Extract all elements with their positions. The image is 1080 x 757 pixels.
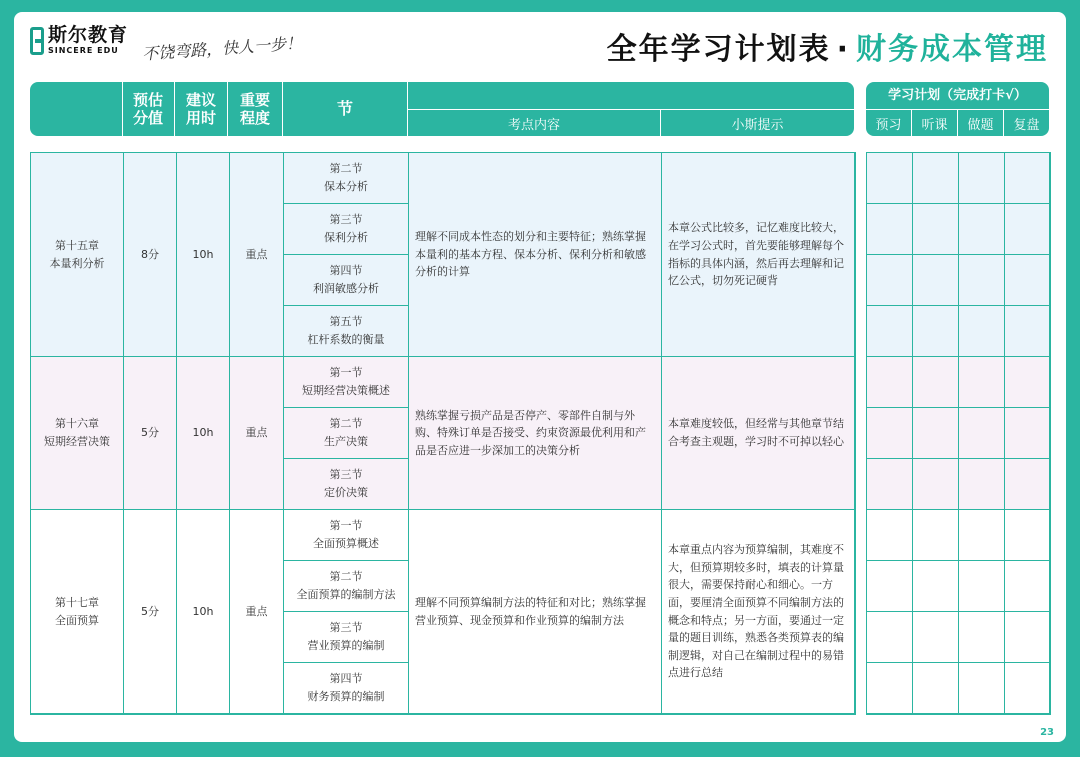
chapter-name: 第十七章 全面预算 (31, 510, 124, 714)
checkbox-exercise[interactable] (959, 510, 1005, 561)
tip-cell: 本章重点内容为预算编制，其难度不大，但预算期较多时，填表的计算量很大，需要保持耐心和细心。一方面，要厘清全面预算不同编制方法的概念和特点；另一方面，要通过一定量的题目训练，熟悉各类预算表的编制逻辑，对自己在编制过程中的易错点进行总结 (662, 510, 855, 714)
plan-col-review: 复盘 (1013, 117, 1040, 133)
checkbox-preview[interactable] (867, 255, 913, 306)
checkbox-exercise[interactable] (959, 306, 1005, 357)
section-cell: 第二节 生产决策 (284, 408, 409, 459)
checkbox-exercise[interactable] (959, 561, 1005, 612)
checkbox-exercise[interactable] (959, 153, 1005, 204)
section-cell: 第二节 保本分析 (284, 153, 409, 204)
page-number: 23 (1040, 727, 1054, 738)
section-cell: 第五节 杠杆系数的衡量 (284, 306, 409, 357)
plan-header (866, 82, 1049, 136)
checkbox-exercise[interactable] (959, 459, 1005, 510)
header-tip: 小斯提示 (731, 117, 784, 133)
chapter-level: 重点 (230, 153, 284, 357)
chapter-score: 5分 (124, 357, 177, 510)
checkbox-preview[interactable] (867, 459, 913, 510)
chapter-time: 10h (177, 357, 230, 510)
checkbox-review[interactable] (1005, 357, 1050, 408)
checkbox-review[interactable] (1005, 255, 1050, 306)
checkbox-preview[interactable] (867, 408, 913, 459)
checkbox-review[interactable] (1005, 561, 1050, 612)
checkbox-review[interactable] (1005, 408, 1050, 459)
header-section: 节 (336, 99, 353, 119)
title-main: 全年学习计划表 (606, 32, 831, 67)
checkbox-exercise[interactable] (959, 663, 1005, 714)
checkbox-lecture[interactable] (913, 459, 959, 510)
checkbox-lecture[interactable] (913, 561, 959, 612)
checkbox-review[interactable] (1005, 663, 1050, 714)
section-cell: 第三节 定价决策 (284, 459, 409, 510)
chapter-name: 第十五章 本量利分析 (31, 153, 124, 357)
brand-name-en: SINCERE EDU (48, 46, 119, 55)
header-content: 考点内容 (507, 117, 560, 133)
checkbox-preview[interactable] (867, 153, 913, 204)
content-cell: 理解不同成本性态的划分和主要特征；熟练掌握本量利的基本方程、保本分析、保利分析和敏感分析的计算 (409, 153, 662, 357)
checkbox-review[interactable] (1005, 459, 1050, 510)
checkbox-review[interactable] (1005, 153, 1050, 204)
checkbox-preview[interactable] (867, 510, 913, 561)
checkbox-lecture[interactable] (913, 663, 959, 714)
checkbox-lecture[interactable] (913, 306, 959, 357)
header-time: 建议用时 (185, 91, 216, 127)
checkbox-lecture[interactable] (913, 357, 959, 408)
plan-col-lecture: 听课 (921, 117, 948, 133)
section-cell: 第一节 短期经营决策概述 (284, 357, 409, 408)
section-cell: 第四节 财务预算的编制 (284, 663, 409, 714)
tip-cell: 本章难度较低，但经常与其他章节结合考查主观题，学习时不可掉以轻心 (662, 357, 855, 510)
header-importance: 重要程度 (239, 91, 270, 127)
chapter-time: 10h (177, 153, 230, 357)
content-cell: 理解不同预算编制方法的特征和对比；熟练掌握营业预算、现金预算和作业预算的编制方法 (409, 510, 662, 714)
checkbox-review[interactable] (1005, 612, 1050, 663)
chapter-level: 重点 (230, 357, 284, 510)
checkbox-lecture[interactable] (913, 408, 959, 459)
checkbox-preview[interactable] (867, 561, 913, 612)
tip-cell: 本章公式比较多，记忆难度比较大，在学习公式时，首先要能够理解每个指标的具体内涵，然后再去理解和记忆公式，切勿死记硬背 (662, 153, 855, 357)
checkbox-review[interactable] (1005, 204, 1050, 255)
chapter-name: 第十六章 短期经营决策 (31, 357, 124, 510)
chapter-score: 5分 (124, 510, 177, 714)
plan-col-exercise: 做题 (967, 117, 994, 133)
plan-table (30, 152, 856, 715)
checkbox-exercise[interactable] (959, 408, 1005, 459)
checkbox-lecture[interactable] (913, 510, 959, 561)
checkbox-preview[interactable] (867, 663, 913, 714)
plan-col-preview: 预习 (875, 117, 902, 133)
section-cell: 第一节 全面预算概述 (284, 510, 409, 561)
checkbox-preview[interactable] (867, 306, 913, 357)
header-score: 预估分值 (132, 91, 163, 127)
chapter-score: 8分 (124, 153, 177, 357)
checkbox-preview[interactable] (867, 357, 913, 408)
section-cell: 第三节 保利分析 (284, 204, 409, 255)
chapter-time: 10h (177, 510, 230, 714)
content-cell: 熟练掌握亏损产品是否停产、零部件自制与外购、特殊订单是否接受、约束资源最优利用和产品是否应进一步深加工的决策分析 (409, 357, 662, 510)
section-cell: 第四节 利润敏感分析 (284, 255, 409, 306)
chapter-level: 重点 (230, 510, 284, 714)
table-header (30, 82, 854, 136)
checkbox-exercise[interactable] (959, 255, 1005, 306)
checkbox-exercise[interactable] (959, 204, 1005, 255)
logo-icon (30, 27, 44, 55)
checkbox-exercise[interactable] (959, 612, 1005, 663)
logo (30, 26, 128, 55)
checkbox-preview[interactable] (867, 204, 913, 255)
checkbox-lecture[interactable] (913, 255, 959, 306)
checkbox-review[interactable] (1005, 510, 1050, 561)
checkbox-lecture[interactable] (913, 204, 959, 255)
section-cell: 第三节 营业预算的编制 (284, 612, 409, 663)
page-title (607, 24, 1048, 68)
checkbox-review[interactable] (1005, 306, 1050, 357)
title-separator: · (836, 32, 850, 67)
checkbox-lecture[interactable] (913, 153, 959, 204)
section-cell: 第二节 全面预算的编制方法 (284, 561, 409, 612)
checkbox-preview[interactable] (867, 612, 913, 663)
brand (30, 26, 302, 66)
checkbox-lecture[interactable] (913, 612, 959, 663)
page-sheet (14, 12, 1066, 742)
plan-grid (866, 152, 1051, 715)
brand-name-cn: 斯尔教育 (48, 24, 129, 46)
brand-slogan: 不饶弯路，快人一步！ (141, 33, 303, 64)
title-sub: 财务成本管理 (856, 32, 1048, 67)
plan-title: 学习计划（完成打卡√） (888, 87, 1027, 103)
checkbox-exercise[interactable] (959, 357, 1005, 408)
